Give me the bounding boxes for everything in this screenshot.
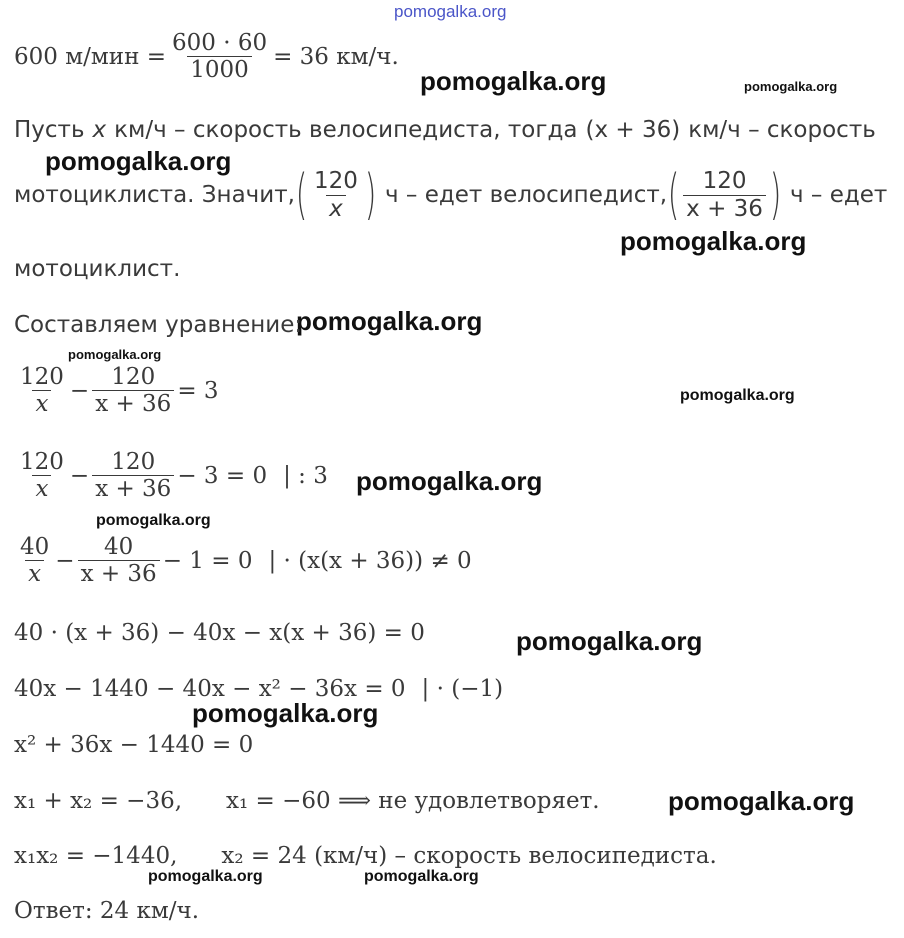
watermark-small: pomogalka.org [744,79,838,94]
operator: − [55,547,75,574]
equation-1 [14,364,219,418]
watermark-small: pomogalka.org [68,347,162,362]
watermark-medium: pomogalka.org [96,512,211,529]
fraction-denominator: x [32,475,51,502]
let-statement-3 [14,256,180,282]
equation-4 [14,620,425,646]
watermark-medium: pomogalka.org [680,387,795,404]
equation-rhs: − 1 = 0 [162,547,253,574]
equation-note: | · (x(x + 36)) ≠ 0 [268,547,472,574]
left-paren: ( [295,163,308,226]
equation-rhs: − 3 = 0 [177,462,268,489]
speed-conversion-line [14,30,399,84]
fraction-denominator: x + 36 [78,560,160,587]
equation-note: | · (−1) [421,676,504,702]
equation-2 [14,449,328,503]
text-segment: Пусть [14,117,85,143]
watermark: pomogalka.org [516,626,703,656]
answer-line [14,898,199,924]
fraction-denominator: x [25,560,44,587]
equation-6 [14,732,253,758]
watermark: pomogalka.org [45,146,232,176]
right-paren: ) [769,163,782,226]
vieta-product: x₁x₂ = −1440, [14,843,178,869]
watermark: pomogalka.org [356,466,543,496]
equation-text: 40x − 1440 − 40x − x² − 36x = 0 [14,676,406,702]
fraction [78,534,160,588]
fraction-denominator: 1000 [187,56,252,83]
fraction-numerator: 120 [20,449,64,475]
fraction-denominator: x [32,390,51,417]
watermark-top: pomogalka.org [394,2,507,21]
vieta-product-line [14,843,717,869]
fraction-numerator: 120 [314,168,358,195]
watermark-medium: pomogalka.org [364,868,479,885]
watermark: pomogalka.org [620,226,807,256]
let-statement-2 [14,163,888,226]
fraction [17,364,67,418]
fraction-numerator: 40 [103,534,134,560]
text-segment: км/ч – скорость [688,117,876,143]
equation-text: 40 · (x + 36) − 40x − x(x + 36) = 0 [14,620,425,646]
watermark-medium: pomogalka.org [148,868,263,885]
compose-equation-label [14,312,302,338]
fraction [17,449,67,503]
fraction-denominator: x + 36 [683,195,766,222]
vieta-sum: x₁ + x₂ = −36, [14,788,183,814]
answer: Ответ: 24 км/ч. [14,898,200,924]
vieta-sum-line [14,788,600,814]
let-statement-1 [14,117,876,143]
watermark: pomogalka.org [668,786,855,816]
text-segment: ч – едет [790,182,888,208]
text-segment: Составляем уравнение: [14,312,303,338]
watermark: pomogalka.org [192,698,379,728]
root-1: x₁ = −60 ⟹ не удовлетворяет. [226,788,600,814]
root-2: x₂ = 24 (км/ч) – скорость велосипедиста. [221,843,717,869]
fraction-numerator: 600 · 60 [171,30,268,56]
time-motorcyclist-fraction [683,168,766,222]
variable-x: x [92,117,107,143]
watermark: pomogalka.org [296,306,483,336]
equation-rhs: = 3 [177,377,219,404]
conversion-rhs: = 36 км/ч. [273,43,399,70]
text-segment: ч – едет велосипедист, [384,182,668,208]
conversion-lhs: 600 м/мин = [14,43,166,70]
fraction [17,534,52,588]
text-segment: мотоциклист. [14,256,181,282]
left-paren: ( [667,163,680,226]
equation-text: x² + 36x − 1440 = 0 [14,732,254,758]
fraction-numerator: 120 [20,364,64,390]
fraction-numerator: 120 [111,449,156,475]
time-cyclist-fraction [311,168,361,222]
expression: (x + 36) [585,117,681,143]
fraction-numerator: 120 [111,364,156,390]
operator: − [69,377,90,404]
operator: − [69,462,90,489]
text-segment: км/ч – скорость велосипедиста, тогда [114,117,578,143]
equation-3 [14,534,472,588]
fraction-denominator: x [326,195,346,222]
fraction [92,449,174,503]
fraction-numerator: 120 [702,168,747,195]
text-segment: мотоциклиста. Значит, [14,182,295,208]
equation-5 [14,676,503,702]
fraction-numerator: 40 [20,534,50,560]
fraction-denominator: x + 36 [92,475,174,502]
fraction [92,364,174,418]
conversion-fraction [169,30,270,84]
watermark: pomogalka.org [420,66,607,96]
equation-note: | : 3 [283,462,328,489]
fraction-denominator: x + 36 [92,390,174,417]
right-paren: ) [364,163,377,226]
